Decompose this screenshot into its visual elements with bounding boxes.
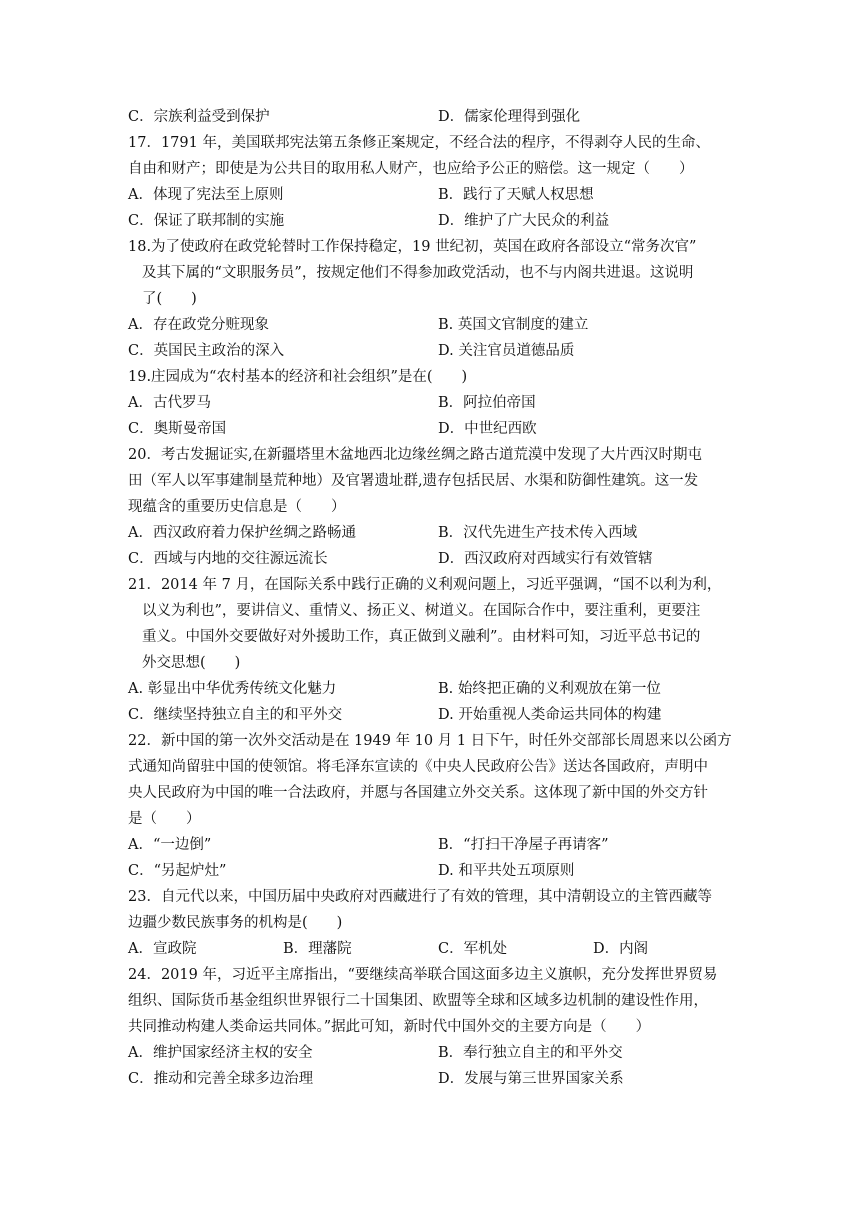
- question-options-row: [128, 858, 748, 884]
- option-a: A．西汉政府着力保护丝绸之路畅通: [128, 525, 356, 541]
- option-d: D. 和平共处五项原则: [438, 863, 575, 879]
- question-stem-line: 20．考古发掘证实,在新疆塔里木盆地西北边缘丝绸之路古道荒漠中发现了大片西汉时期屯: [128, 447, 703, 463]
- option-c: C．军机处: [438, 941, 508, 957]
- question-options-row: [128, 702, 748, 728]
- question-options-row: [128, 208, 748, 234]
- questions-content: [128, 104, 748, 1092]
- question-24: [128, 962, 748, 1092]
- option-a: A. 彰显出中华优秀传统文化魅力: [128, 681, 337, 697]
- option-c: C．推动和完善全球多边治理: [128, 1071, 314, 1087]
- option-d: D．内阁: [593, 941, 649, 957]
- option-d: D. 开始重视人类命运共同体的构建: [438, 707, 662, 723]
- question-stem-line: 自由和财产；即使是为公共目的取用私人财产，也应给予公正的赔偿。这一规定（ ）: [128, 161, 694, 177]
- question-options-row: [128, 416, 748, 442]
- option-d: D．西汉政府对西域实行有效管辖: [438, 551, 653, 567]
- question-options-row: [128, 676, 748, 702]
- option-a: A．存在政党分赃现象: [128, 317, 269, 333]
- question-stem-line: 19.庄园成为“农村基本的经济和社会组织”是在( ): [128, 369, 468, 385]
- question-stem-line: 组织、国际货币基金组织世界银行二十国集团、欧盟等全球和区域多边机制的建设性作用，: [128, 993, 708, 1009]
- question-stem-line: 及其下属的“文职服务员”，按规定他们不得参加政党活动，也不与内阁共进退。这说明: [142, 265, 694, 281]
- question-21: [128, 572, 748, 728]
- option-c: C．保证了联邦制的实施: [128, 213, 285, 229]
- question-options-row: [128, 390, 748, 416]
- option-d: D．发展与第三世界国家关系: [438, 1071, 624, 1087]
- question-stem-line: 央人民政府为中国的唯一合法政府，并愿与各国建立外交关系。这体现了新中国的外交方针: [128, 785, 708, 801]
- option-b: B．奉行独立自主的和平外交: [438, 1045, 623, 1061]
- question-stem-line: 边疆少数民族事务的机构是( ): [128, 915, 343, 931]
- option-a: A．体现了宪法至上原则: [128, 187, 284, 203]
- question-18: [128, 234, 748, 364]
- option-d: D. 关注官员道德品质: [438, 343, 575, 359]
- question-stem-line: 17．1791 年，美国联邦宪法第五条修正案规定，不经合法的程序，不得剥夺人民的生命、: [128, 135, 710, 151]
- question-17: [128, 130, 748, 234]
- question-options-row: [128, 520, 748, 546]
- option-d: D．维护了广大民众的利益: [438, 213, 610, 229]
- question-22: [128, 728, 748, 884]
- question-19: [128, 364, 748, 442]
- option-b: B．阿拉伯帝国: [438, 395, 536, 411]
- question-stem-line: 外交思想( ): [142, 655, 241, 671]
- question-stem-line: 18.为了使政府在政党轮替时工作保持稳定，19 世纪初，英国在政府各部设立“常务次官”: [128, 239, 697, 255]
- question-stem-line: 式通知尚留驻中国的使领馆。将毛泽东宣读的《中央人民政府公告》送达各国政府，声明中: [128, 759, 708, 775]
- option-c: C．西域与内地的交往源远流长: [128, 551, 328, 567]
- question-23: [128, 884, 748, 962]
- question-stem-line: 共同推动构建人类命运共同体。”据此可知，新时代中国外交的主要方向是（ ）: [128, 1019, 651, 1035]
- question-stem-line: 21．2014 年 7 月，在国际关系中践行正确的义利观问题上，习近平强调，“国不以利为利，: [128, 577, 722, 593]
- option-b: B．理藩院: [283, 941, 352, 957]
- question-stem-line: 23．自元代以来，中国历届中央政府对西藏进行了有效的管理，其中清朝设立的主管西藏等: [128, 889, 712, 905]
- option-a: A．“一边倒”: [128, 837, 212, 853]
- question-options-row: [128, 312, 748, 338]
- option-c: C．宗族利益受到保护: [128, 109, 270, 125]
- question-options-row: [128, 936, 748, 962]
- option-a: A．宣政院: [128, 941, 197, 957]
- option-c: C．英国民主政治的深入: [128, 343, 285, 359]
- option-c: C．奥斯曼帝国: [128, 421, 227, 437]
- question-options-row: [128, 182, 748, 208]
- question-stem-line: 是（ ）: [128, 811, 201, 827]
- option-d: D．中世纪西欧: [438, 421, 537, 437]
- option-d: D．儒家伦理得到强化: [438, 109, 581, 125]
- option-b: B. 英国文官制度的建立: [438, 317, 589, 333]
- option-b: B. 始终把正确的义利观放在第一位: [438, 681, 661, 697]
- question-stem-line: 以义为利也”，要讲信义、重情义、扬正义、树道义。在国际合作中，要注重利，更要注: [142, 603, 701, 619]
- option-c: C．继续坚持独立自主的和平外交: [128, 707, 343, 723]
- option-b: B．践行了天赋人权思想: [438, 187, 594, 203]
- option-a: A．古代罗马: [128, 395, 211, 411]
- question-20: [128, 442, 748, 572]
- question-options-row: [128, 546, 748, 572]
- option-a: A．维护国家经济主权的安全: [128, 1045, 313, 1061]
- option-b: B．汉代先进生产技术传入西域: [438, 525, 638, 541]
- question-stem-line: 田（军人以军事建制垦荒种地）及官署遗址群,遗存包括民居、水渠和防御性建筑。这一发: [128, 473, 699, 489]
- option-c: C．“另起炉灶”: [128, 863, 227, 879]
- question-stem-line: 重义。中国外交要做好对外援助工作，真正做到义融利”。由材料可知，习近平总书记的: [142, 629, 701, 645]
- question-stem-line: 了( ): [142, 291, 197, 307]
- question-options-row: [128, 338, 748, 364]
- question-16-options: [128, 104, 748, 130]
- question-stem-line: 24．2019 年，习近平主席指出，“要继续高举联合国这面多边主义旗帜，充分发挥世界贸易: [128, 967, 718, 983]
- question-stem-line: 22．新中国的第一次外交活动是在 1949 年 10 月 1 日下午，时任外交部部长周恩来以公函方: [128, 733, 732, 749]
- option-b: B．“打扫干净屋子再请客”: [438, 837, 609, 853]
- question-stem-line: 现蕴含的重要历史信息是（ ）: [128, 499, 346, 515]
- question-options-row: [128, 832, 748, 858]
- question-options-row: [128, 1066, 748, 1092]
- question-options-row: [128, 1040, 748, 1066]
